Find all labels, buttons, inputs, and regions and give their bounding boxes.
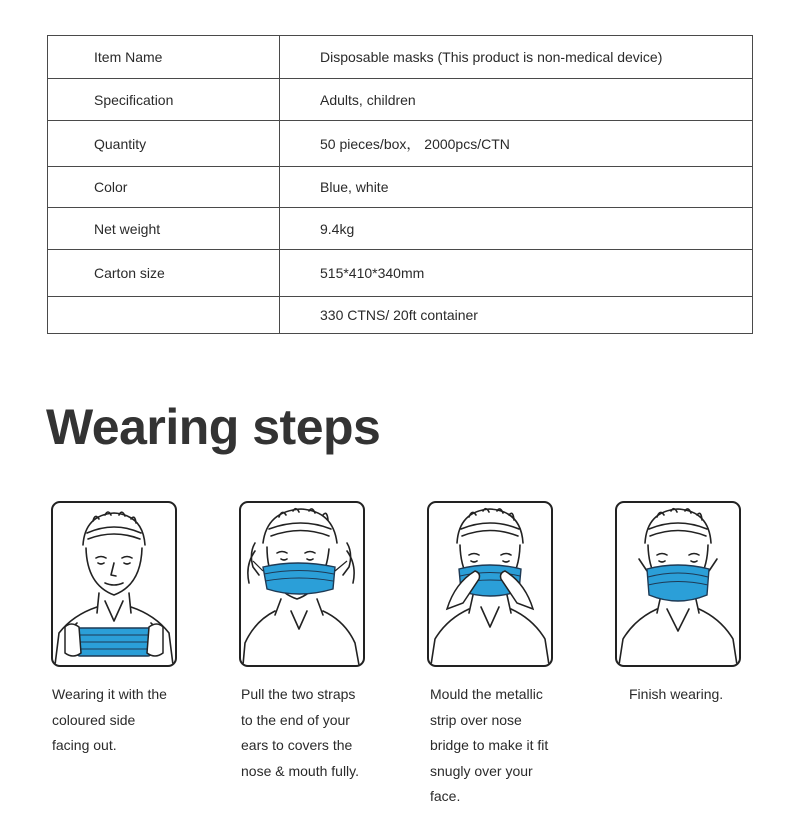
row-label: Quantity — [48, 121, 280, 167]
row-value: Blue, white — [280, 167, 753, 208]
row-value: Adults, children — [280, 79, 753, 121]
woman-holding-mask-icon — [51, 501, 177, 667]
step-4-description: Finish wearing. — [629, 686, 724, 702]
table-row — [48, 167, 753, 208]
step-1-description: Wearing it with the coloured side facing out. — [52, 686, 167, 753]
row-label — [48, 297, 280, 334]
step-3-description: Mould the metallic strip over nose bridge to make it fit snugly over your face. — [430, 686, 549, 804]
table-row — [48, 79, 753, 121]
row-value: 9.4kg — [280, 208, 753, 250]
wearing-steps-heading: Wearing steps — [46, 399, 381, 455]
row-value: 515*410*340mm — [280, 250, 753, 297]
woman-moulding-nose-strip-icon — [427, 501, 553, 667]
row-value: 50 pieces/box， 2000pcs/CTN — [280, 121, 753, 167]
row-label: Specification — [48, 79, 280, 121]
table-row — [48, 121, 753, 167]
row-value: 330 CTNS/ 20ft container — [280, 297, 753, 334]
woman-pulling-straps-icon — [239, 501, 365, 667]
table-row — [48, 208, 753, 250]
woman-wearing-mask-icon — [615, 501, 741, 667]
row-label: Color — [48, 167, 280, 208]
row-label: Net weight — [48, 208, 280, 250]
table-row — [48, 250, 753, 297]
row-label: Carton size — [48, 250, 280, 297]
row-label: Item Name — [48, 36, 280, 79]
row-value: Disposable masks (This product is non-medical device) — [280, 36, 753, 79]
step-2-description: Pull the two straps to the end of your ears to covers the nose & mouth fully. — [241, 686, 360, 779]
specification-table — [47, 35, 753, 334]
table-row — [48, 36, 753, 79]
table-row — [48, 297, 753, 334]
